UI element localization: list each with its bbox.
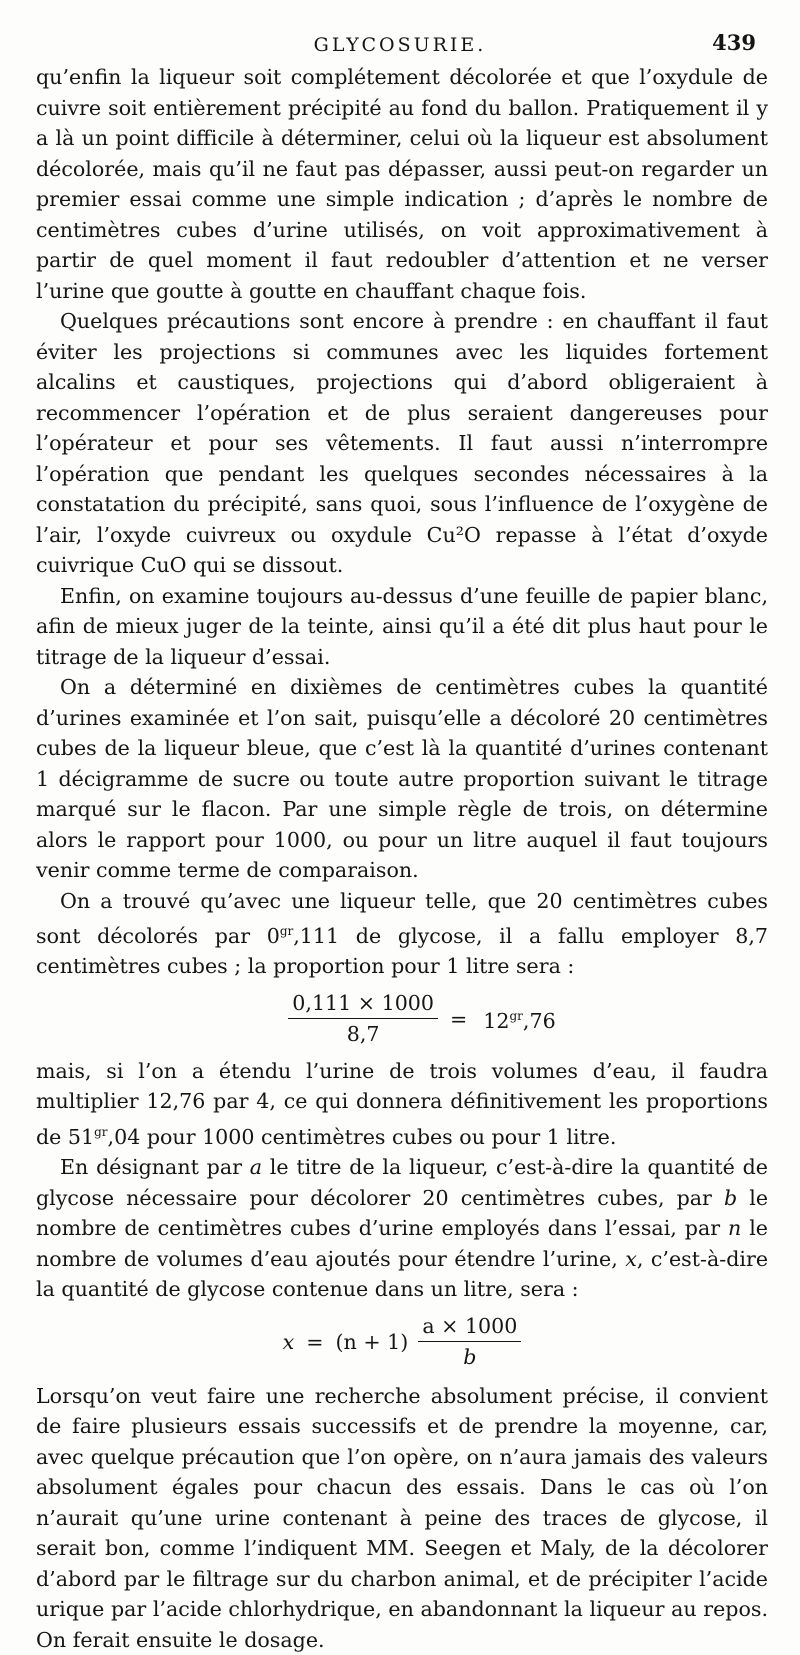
paragraph-examination: Enfin, on examine toujours au-dessus d’une feuille de papier blanc, afin de mieux juger de la teinte, ainsi qu’il a été dit plus haut pour le titrage de la liqueur d’essai. bbox=[36, 583, 768, 669]
running-head bbox=[0, 30, 800, 60]
fraction-numerator: 0,111 × 1000 bbox=[288, 990, 438, 1019]
result-decimal: ,76 bbox=[522, 1009, 556, 1034]
fraction-denominator: 8,7 bbox=[346, 1022, 380, 1047]
fraction bbox=[418, 1313, 521, 1370]
fraction-numerator: a × 1000 bbox=[418, 1313, 521, 1342]
formula-proportion bbox=[76, 986, 768, 1052]
example-text-end: ,111 de glycose, il a fallu employer 8,7 centimètres cubes ; la proportion pour 1 litre sera : bbox=[36, 923, 768, 979]
dilution-unit: gr bbox=[94, 1124, 108, 1139]
paragraph-determination: On a déterminé en dixièmes de centimètres cubes la quantité d’urines examinée et l’on sait, puisqu’elle a décoloré 20 centimètres cubes de la liqueur bleue, que c’est là la quantité d’urines contenant 1 décigramme de sucre ou toute autre proportion suivant le titrage marqué sur le flacon. Par une simple règle de trois, on détermine alors le rapport pour 1000, ou pour un litre auquel il faut toujours venir comme terme de comparaison. bbox=[36, 675, 768, 882]
example-text-start: On a trouvé qu’avec une liqueur telle, que 20 centimètres cubes sont décolorés par 0 bbox=[36, 888, 768, 948]
text-segment: En désignant par bbox=[60, 1155, 250, 1180]
running-title: GLYCOSURIE. bbox=[313, 34, 487, 56]
text-segment: le nombre de volumes d’eau ajoutés pour étendre l’urine, bbox=[36, 1216, 768, 1271]
paragraph-dilution bbox=[36, 1056, 768, 1152]
formula-result bbox=[483, 1003, 555, 1034]
paragraph-general-formula bbox=[36, 1152, 768, 1305]
result-integer: 12 bbox=[483, 1009, 510, 1034]
example-unit: gr bbox=[279, 924, 294, 938]
dilution-text-end: ,04 pour 1000 centimètres cubes ou pour 1 litre. bbox=[107, 1124, 617, 1149]
dilution-text-start: mais, si l’on a étendu l’urine de trois volumes d’eau, il faudra multiplier 12,76 par 4, ce qui donnera définitivement les proportions de 51 bbox=[36, 1058, 768, 1149]
text-segment: le titre de la liqueur, c’est-à-dire la quantité de glycose nécessaire pour décolorer 20 centimètres cubes, par bbox=[36, 1155, 768, 1210]
fraction-denominator: b bbox=[463, 1345, 477, 1370]
text-segment: le nombre de centimètres cubes d’urine employés dans l’essai, par bbox=[36, 1185, 769, 1241]
formula-lhs: x bbox=[282, 1329, 295, 1354]
result-unit: gr bbox=[509, 1009, 523, 1024]
variable-n: n bbox=[728, 1216, 742, 1241]
formula-factor: (n + 1) bbox=[335, 1329, 409, 1354]
variable-x: x bbox=[625, 1246, 637, 1271]
equals-sign: = bbox=[450, 1006, 468, 1031]
variable-b: b bbox=[723, 1185, 738, 1210]
body-text bbox=[36, 62, 768, 1655]
paragraph-precautions: Quelques précautions sont encore à prendre : en chauffant il faut éviter les projections si communes avec les liquides fortement alcalins et caustiques, projections qui d’abord obligeraient à recommencer l’opération et de plus seraient dangereuses pour l’opérateur et pour ses vêtements. Il faut aussi n’interrompre l’opération que pendant les quelques secondes nécessaires à la constatation du précipité, sans quoi, sous l’influence de l’oxygène de l’air, l’oxyde cuivreux ou oxydule Cu²O repasse à l’état d’oxyde cuivrique CuO qui se dissout. bbox=[36, 309, 768, 577]
paragraph-example bbox=[36, 886, 768, 982]
variable-a: a bbox=[249, 1155, 262, 1180]
equals-sign: = bbox=[306, 1329, 324, 1354]
text-segment: , c’est-à-dire la quantité de glycose contenue dans un litre, sera : bbox=[36, 1246, 769, 1302]
paragraph-precise-research: Lorsqu’on veut faire une recherche absolument précise, il convient de faire plusieurs essais successifs et de prendre la moyenne, car, avec quelque précaution que l’on opère, on n’aura jamais des valeurs absolument égales pour chacun des essais. Dans le cas où l’on n’aurait qu’une urine contenant à peine des traces de glycose, il serait bon, comme l’indiquent MM. Seegen et Maly, de la décolorer d’abord par le filtrage sur du charbon animal, et de précipiter l’acide urique par l’acide chlorhydrique, en abandonnant la liqueur au repos. On ferait ensuite le dosage. bbox=[36, 1383, 768, 1652]
paragraph-continuation: qu’enfin la liqueur soit complétement décolorée et que l’oxydule de cuivre soit entièrement précipité au fond du ballon. Pratiquement il y a là un point difficile à déterminer, celui où la liqueur est absolument décolorée, mais qu’il ne faut pas dépasser, aussi peut-on regarder un premier essai comme une simple indication ; d’après le nombre de centimètres cubes d’urine utilisés, on voit approximativement à partir de quel moment il faut redoubler d’attention et ne verser l’urine que goutte à goutte en chauffant chaque fois. bbox=[36, 65, 768, 303]
fraction bbox=[288, 990, 438, 1047]
page-number: 439 bbox=[712, 30, 756, 55]
formula-general bbox=[36, 1309, 768, 1375]
